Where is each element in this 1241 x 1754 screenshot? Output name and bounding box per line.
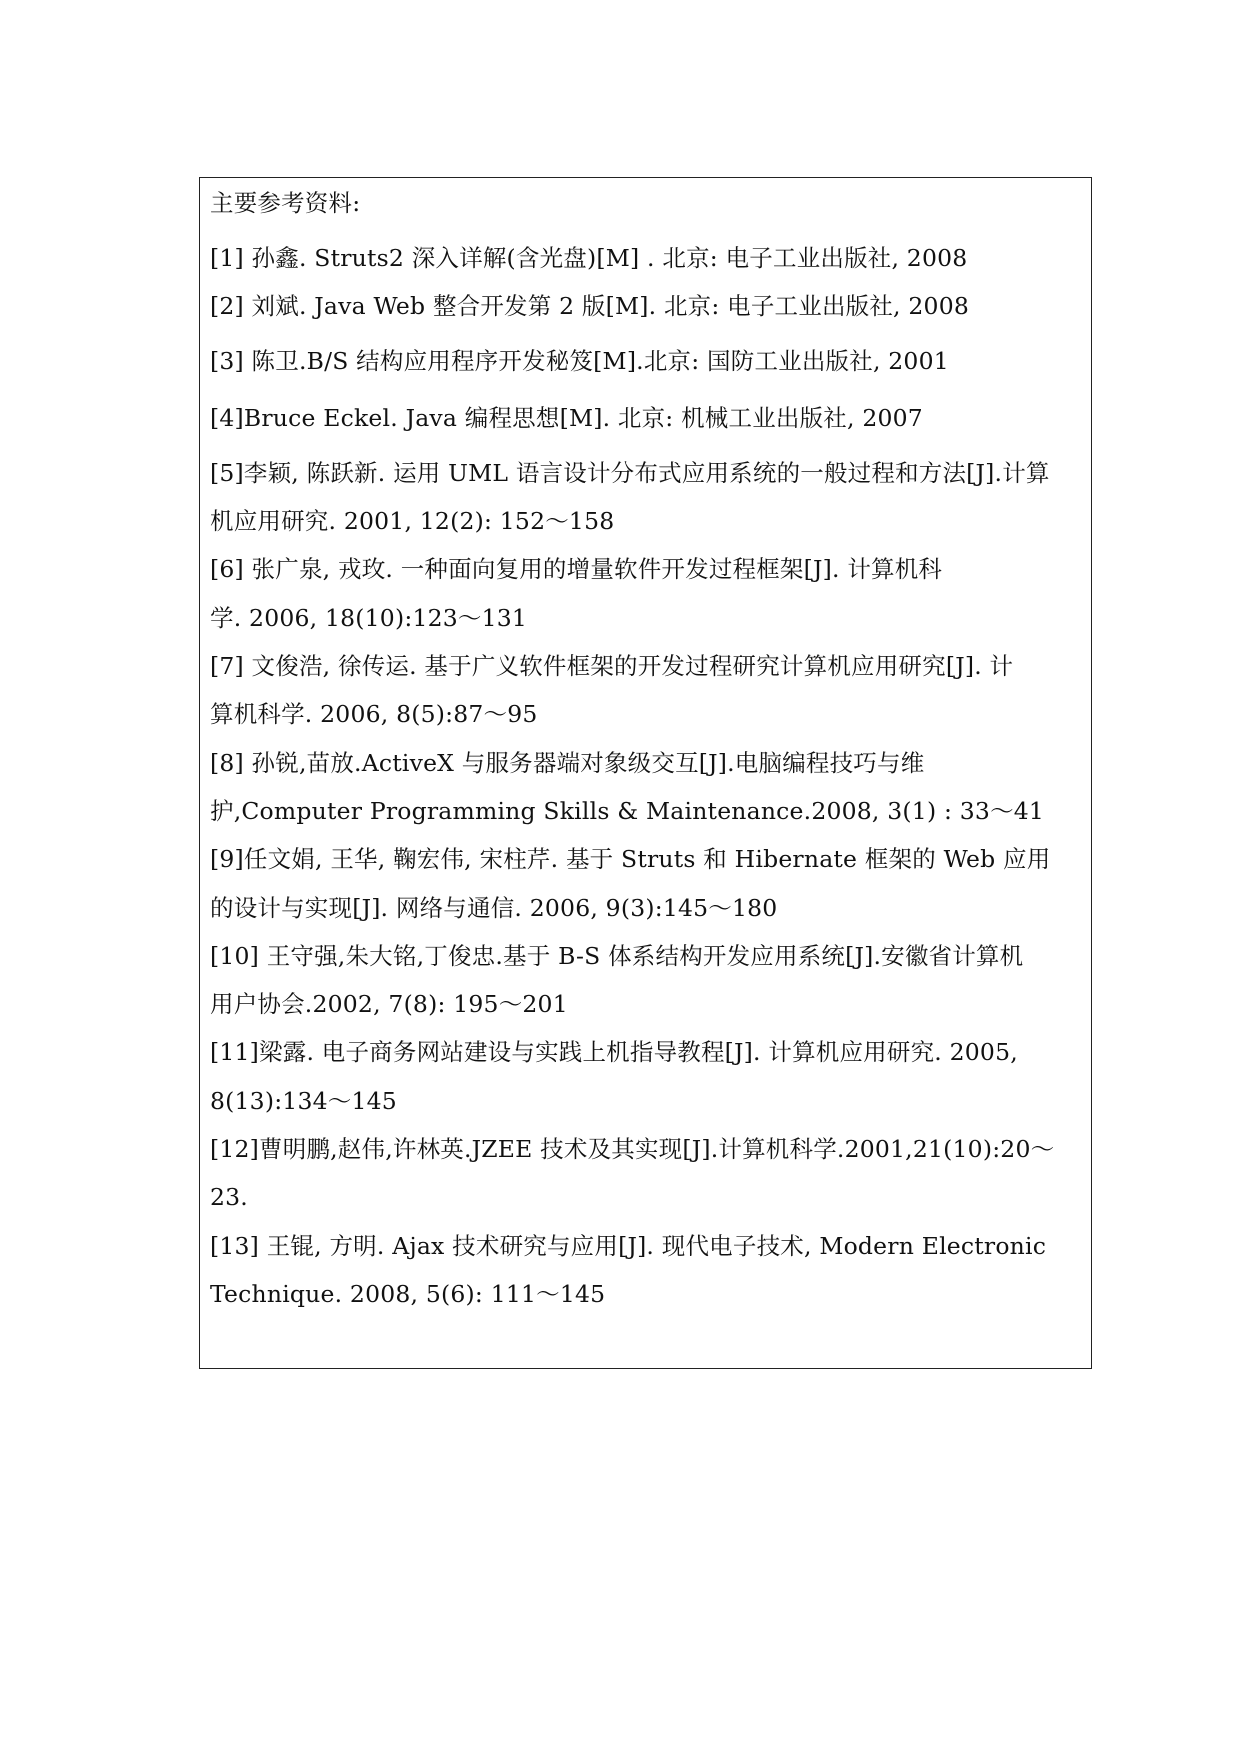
- reference-line: [13] 王锟, 方明. Ajax 技术研究与应用[J]. 现代电子技术, Modern Electronic: [210, 1232, 1047, 1260]
- reference-line: Technique. 2008, 5(6): 111～145: [210, 1280, 606, 1308]
- reference-line: [9]任文娟, 王华, 鞠宏伟, 宋柱芹. 基于 Struts 和 Hibernate 框架的 Web 应用: [210, 845, 1051, 873]
- reference-line: [10] 王守强,朱大铭,丁俊忠.基于 B-S 体系结构开发应用系统[J].安徽省计算机: [210, 942, 1024, 970]
- reference-line: [2] 刘斌. Java Web 整合开发第 2 版[M]. 北京: 电子工业出版社, 2008: [210, 292, 970, 320]
- references-heading: 主要参考资料:: [210, 189, 361, 217]
- reference-line: [1] 孙鑫. Struts2 深入详解(含光盘)[M] . 北京: 电子工业出版社, 2008: [210, 244, 968, 272]
- reference-line: [3] 陈卫.B/S 结构应用程序开发秘笈[M].北京: 国防工业出版社, 2001: [210, 347, 949, 375]
- reference-line: [6] 张广泉, 戎玫. 一种面向复用的增量软件开发过程框架[J]. 计算机科: [210, 555, 943, 583]
- reference-line: [5]李颖, 陈跃新. 运用 UML 语言设计分布式应用系统的一般过程和方法[J].计算: [210, 459, 1050, 487]
- reference-line: [11]梁露. 电子商务网站建设与实践上机指导教程[J]. 计算机应用研究. 2005,: [210, 1038, 1018, 1066]
- reference-line: [8] 孙锐,苗放.ActiveX 与服务器端对象级交互[J].电脑编程技巧与维: [210, 749, 925, 777]
- reference-line: 用户协会.2002, 7(8): 195～201: [210, 990, 568, 1018]
- reference-line: 算机科学. 2006, 8(5):87～95: [210, 700, 538, 728]
- reference-line: [7] 文俊浩, 徐传运. 基于广义软件框架的开发过程研究计算机应用研究[J]. 计: [210, 652, 1014, 680]
- reference-line: 的设计与实现[J]. 网络与通信. 2006, 9(3):145～180: [210, 894, 778, 922]
- reference-line: [12]曹明鹏,赵伟,许林英.JZEE 技术及其实现[J].计算机科学.2001,21(10):20～: [210, 1135, 1055, 1163]
- reference-line: 学. 2006, 18(10):123～131: [210, 604, 528, 632]
- reference-line: 机应用研究. 2001, 12(2): 152～158: [210, 507, 615, 535]
- reference-line: 23.: [210, 1183, 248, 1211]
- reference-line: 护,Computer Programming Skills & Maintenance.2008, 3(1) : 33～41: [210, 797, 1045, 825]
- reference-line: [4]Bruce Eckel. Java 编程思想[M]. 北京: 机械工业出版社, 2007: [210, 404, 923, 432]
- reference-line: 8(13):134～145: [210, 1087, 397, 1115]
